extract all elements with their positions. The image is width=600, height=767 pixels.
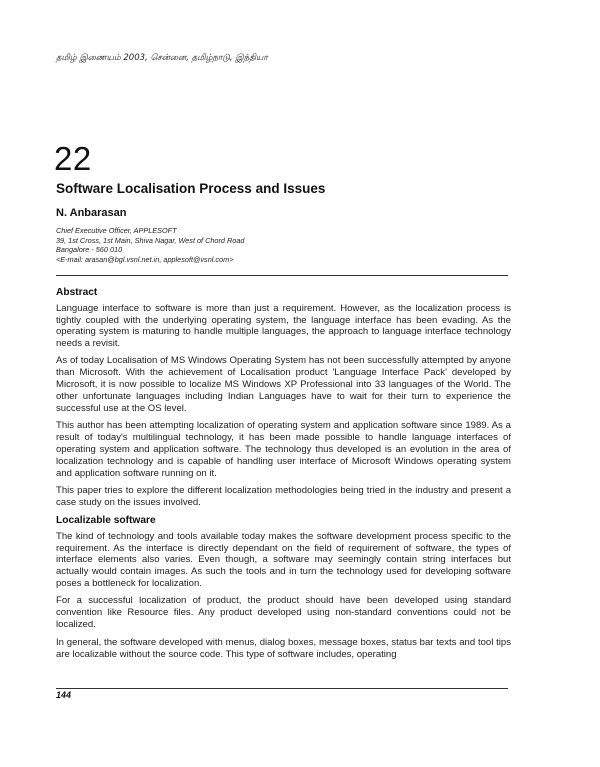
chapter-number: 22 <box>54 140 92 177</box>
affiliation-line: Bangalore - 560 010 <box>56 245 123 255</box>
affiliation-email-line: <E-mail: arasan@bgl.vsnl.net.in, applesoft@vsnl.com> <box>56 254 234 264</box>
header-divider <box>56 275 508 276</box>
footer-divider <box>56 688 508 689</box>
abstract-heading: Abstract <box>56 287 98 298</box>
section-paragraph: In general, the software developed with menus, dialog boxes, message boxes, status bar texts and tool tips are localizable without the source code. This type of software includes, operating <box>56 636 511 660</box>
section-paragraph: The kind of technology and tools available today makes the software development process specific to the requirement. As the interface is directly dependant on the field of requirement of software, the types of interface elements also varies. Even though, a software may seemingly contain string interfaces but actually would contain images. As such the tools and in turn the technology used for developing software poses a bottleneck for localization. <box>56 530 511 590</box>
localizable-software-heading: Localizable software <box>56 515 156 527</box>
section-paragraph: For a successful localization of product, the product should have been developed using standard convention like Resource files. Any product developed using non-standard conventions could not be localized. <box>56 595 511 630</box>
abstract-paragraph: This author has been attempting localization of operating system and application software since 1989. As a result of today's multilingual technology, it has been made possible to handle language interfaces of operating system and application software. The technology thus developed is an evolution in the area of localization technology and is capable of handling user interface of Microsoft Windows operating system and application software running on it. <box>56 420 511 479</box>
paper-title: Software Localisation Process and Issues <box>56 181 326 196</box>
affiliation-line: Chief Executive Officer, APPLESOFT <box>56 226 177 235</box>
abstract-paragraph: As of today Localisation of MS Windows Operating System has not been successfully attempted by anyone than Microsoft. With the achievement of Localisation product 'Language Interface Pack' developed by Microsoft, it is now possible to localize MS Windows XP Professional into 33 languages of the World. The other unfortunate languages including Indian Languages have to wait for their turn to experience the successful use at the OS level. <box>56 355 511 414</box>
abstract-paragraph: This paper tries to explore the different localization methodologies being tried in the industry and present a case study on the issues involved. <box>56 485 511 509</box>
body-text <box>56 287 511 666</box>
affiliation-line: 39, 1st Cross, 1st Main, Shiva Nagar, West of Chord Road <box>56 235 245 245</box>
running-head: தமிழ் இணையம் 2003, சென்னை, தமிழ்நாடு, இந்தியா <box>56 53 268 63</box>
page-number: 144 <box>56 690 72 700</box>
abstract-paragraph: Language interface to software is more than just a requirement. However, as the localization process is tightly coupled with the underlying operating system, the language interface has been evading. As the operating system is maturing to handle multiple languages, the approach to language interface technology needs a revisit. <box>56 302 511 350</box>
author-name: N. Anbarasan <box>56 207 127 219</box>
author-affiliation <box>56 226 244 264</box>
